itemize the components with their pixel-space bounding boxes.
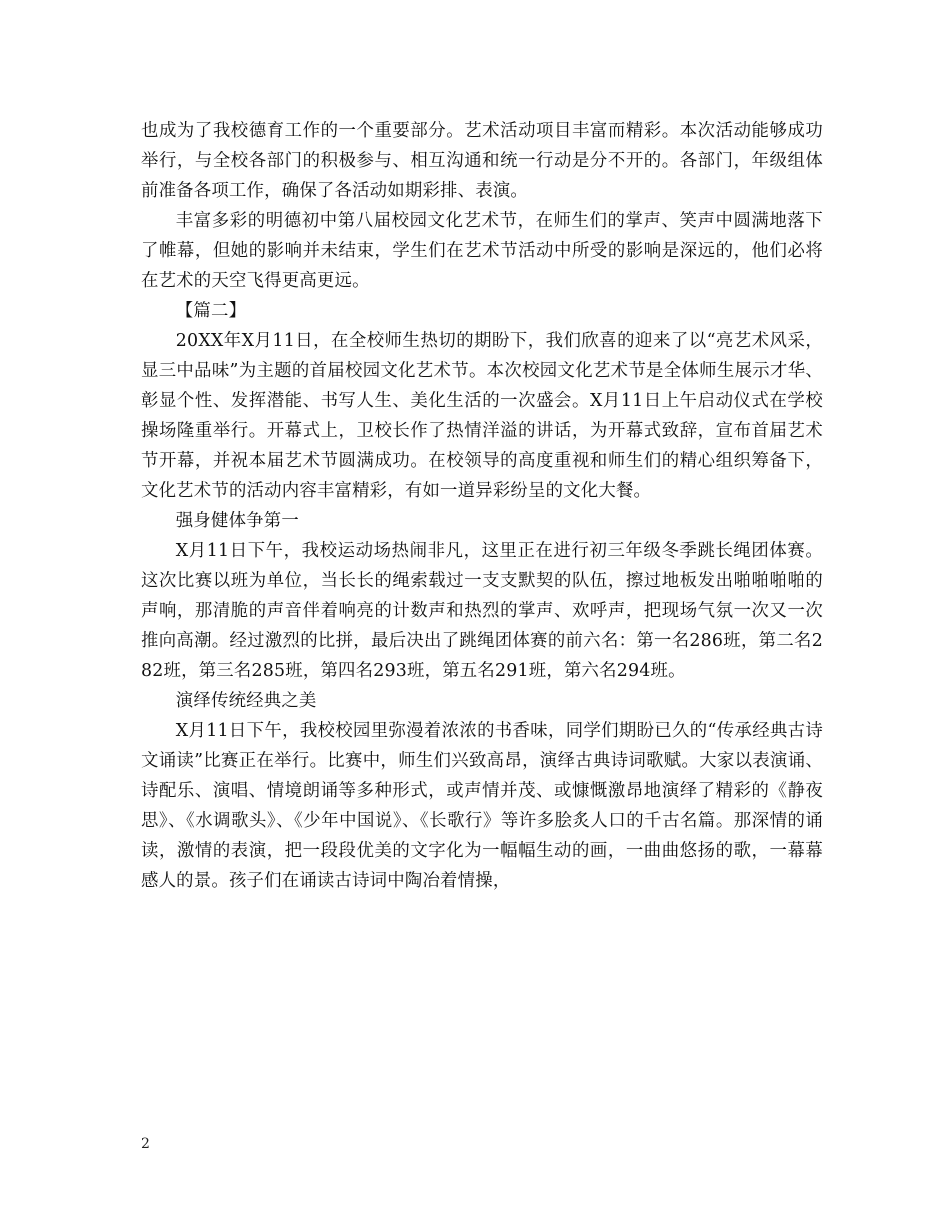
paragraph-poetry-recitation: X月11日下午，我校校园里弥漫着浓浓的书香味，同学们期盼已久的“传承经典古诗文诵读”比赛正在举行。比赛中，师生们兴致高昂，演绎古典诗词歌赋。大家以表演诵、诗配乐、演唱、情境朗诵等多种形式，或声情并茂、或慷慨激昂地演绎了精彩的《静夜思》、《水调歌头》、《少年中国说》、《长歌行》等许多脍炙人口的千古名篇。那深情的诵读，激情的表演，把一段段优美的文字化为一幅幅生动的画，一曲曲悠扬的歌，一幕幕感人的景。孩子们在诵读古诗词中陶冶着情操， <box>141 721 823 891</box>
page-number: 2 <box>141 1136 150 1152</box>
subheading-sports: 强身健体争第一 <box>175 511 299 531</box>
paragraph-1: 也成为了我校德育工作的一个重要部分。艺术活动项目丰富而精彩。本次活动能够成功举行，与全校各部门的积极参与、相互沟通和统一行动是分不开的。各部门，年级组体前准备各项工作，确保了各活动如期彩排、表演。 <box>141 121 823 201</box>
paragraph-opening-ceremony: 20XX年X月11日，在全校师生热切的期盼下，我们欣喜的迎来了以“亮艺术风采，显三中品味”为主题的首届校园文化艺术节。本次校园文化艺术节是全体师生展示才华、彰显个性、发挥潜能、书写人生、美化生活的一次盛会。X月11日上午启动仪式在学校操场隆重举行。开幕式上，卫校长作了热情洋溢的讲话，为开幕式致辞，宣布首届艺术节开幕，并祝本届艺术节圆满成功。在校领导的高度重视和师生们的精心组织筹备下，文化艺术节的活动内容丰富精彩，有如一道异彩纷呈的文化大餐。 <box>141 331 823 501</box>
paragraph-2: 丰富多彩的明德初中第八届校园文化艺术节，在师生们的掌声、笑声中圆满地落下了帷幕，但她的影响并未结束，学生们在艺术节活动中所受的影响是深远的，他们必将在艺术的天空飞得更高更远。 <box>141 211 823 291</box>
subheading-classics: 演绎传统经典之美 <box>175 691 317 711</box>
paragraph-rope-skipping: X月11日下午，我校运动场热闹非凡，这里正在进行初三年级冬季跳长绳团体赛。这次比赛以班为单位，当长长的绳索载过一支支默契的队伍，擦过地板发出啪啪啪啪的声响，那清脆的声音伴着响亮的计数声和热烈的掌声、欢呼声，把现场气氛一次又一次推向高潮。经过激烈的比拼，最后决出了跳绳团体赛的前六名：第一名286班，第二名282班，第三名285班，第四名293班，第五名291班，第六名294班。 <box>141 541 823 681</box>
section-heading-part-two: 【篇二】 <box>175 301 247 321</box>
document-body <box>141 116 823 896</box>
